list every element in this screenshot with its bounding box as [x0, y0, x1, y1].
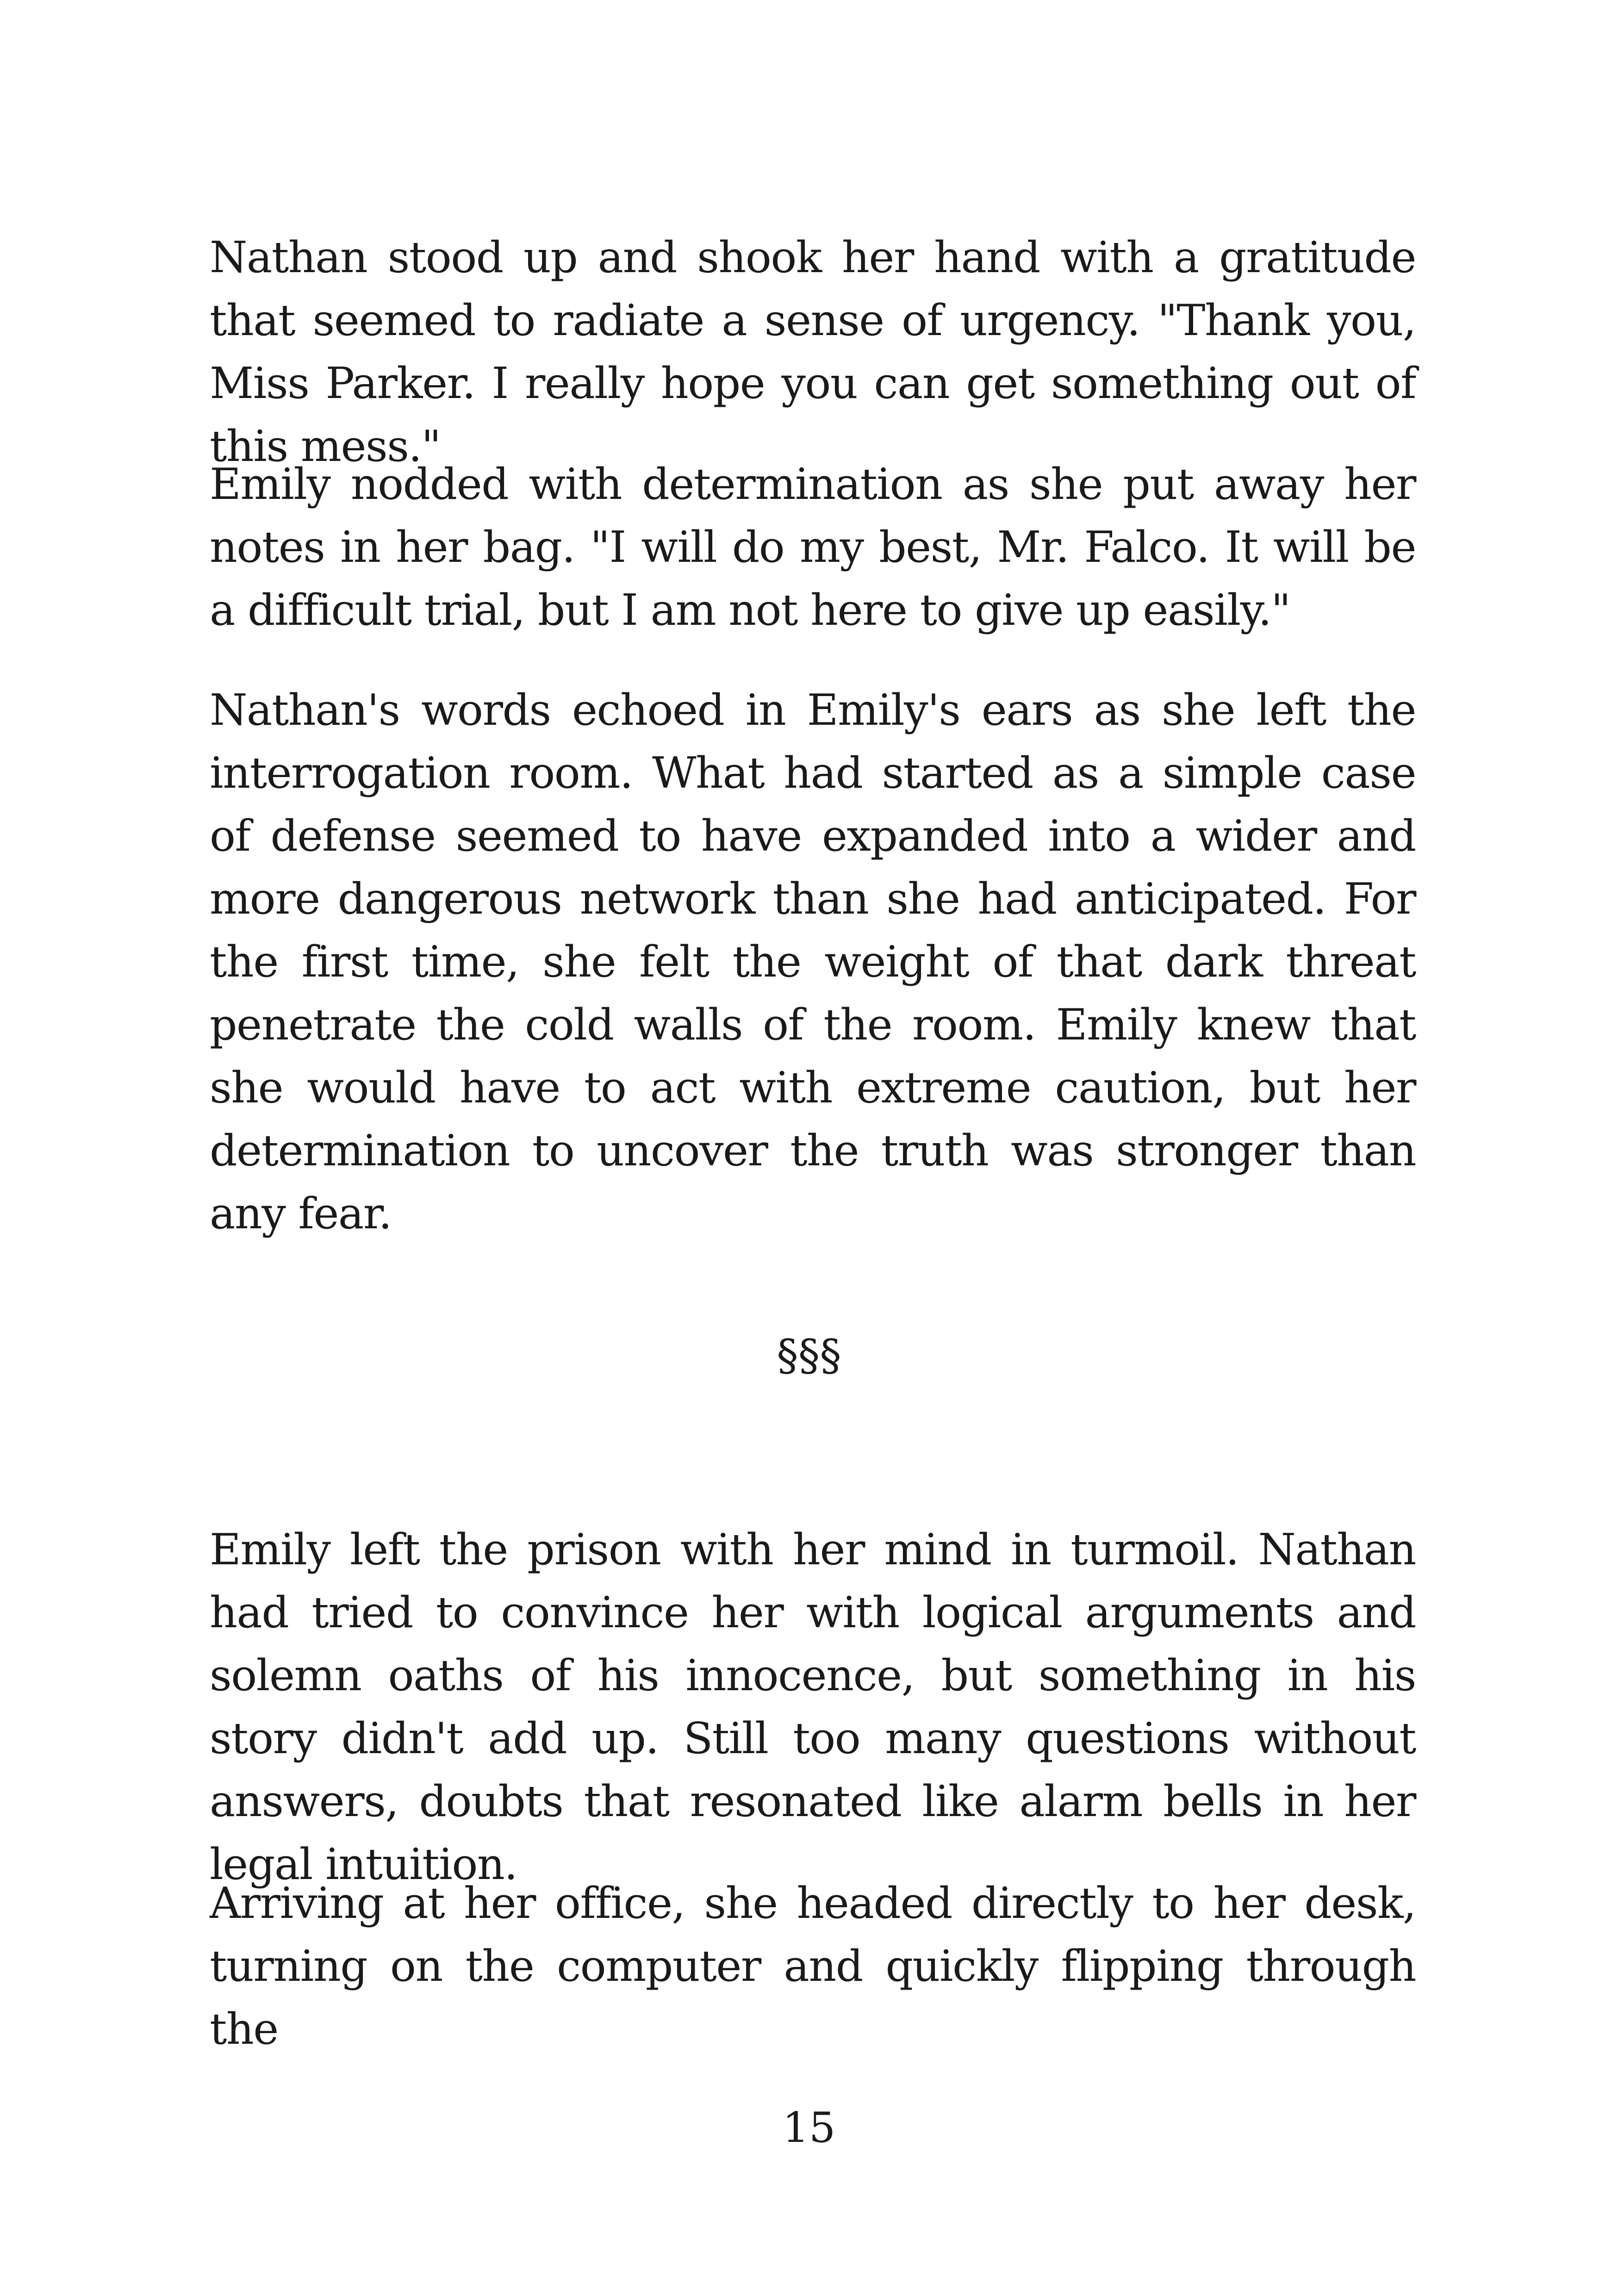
page-number: 15 [782, 2103, 836, 2152]
paragraph-text: Emily left the prison with her mind in turmoil. Nathan had tried to convince her with logical arguments and solemn oaths of his innocence, but something in his story didn't add up. Still too many questions without answers, doubts that resonated like alarm bells in her legal intuition. [210, 1524, 1416, 1889]
paragraph-text: Nathan stood up and shook her hand with a gratitude that seemed to radiate a sense of urgency. "Thank you, Miss Parker. I really hope you can get something out of this mess." [210, 232, 1416, 471]
paragraph-text: Arriving at her office, she headed directly to her desk, turning on the computer and quickly flipping through the [210, 1878, 1416, 2054]
section-separator: §§§ [777, 1330, 841, 1380]
paragraph-text: Emily nodded with determination as she put away her notes in her bag. "I will do my best, Mr. Falco. It will be a difficult trial, but I am not here to give up easily." [210, 459, 1416, 635]
paragraph-1 [210, 226, 1416, 478]
paragraph-3 [210, 678, 1416, 1245]
paragraph-text: Nathan's words echoed in Emily's ears as she left the interrogation room. What had started as a simple case of defense seemed to have expanded into a wider and more dangerous network than she had anticipated. For the first time, she felt the weight of that dark threat penetrate the cold walls of the room. Emily knew that she would have to act with extreme caution, but her determination to uncover the truth was stronger than any fear. [210, 685, 1416, 1238]
paragraph-5 [210, 1872, 1416, 2060]
paragraph-2 [210, 453, 1416, 641]
paragraph-4 [210, 1518, 1416, 1896]
